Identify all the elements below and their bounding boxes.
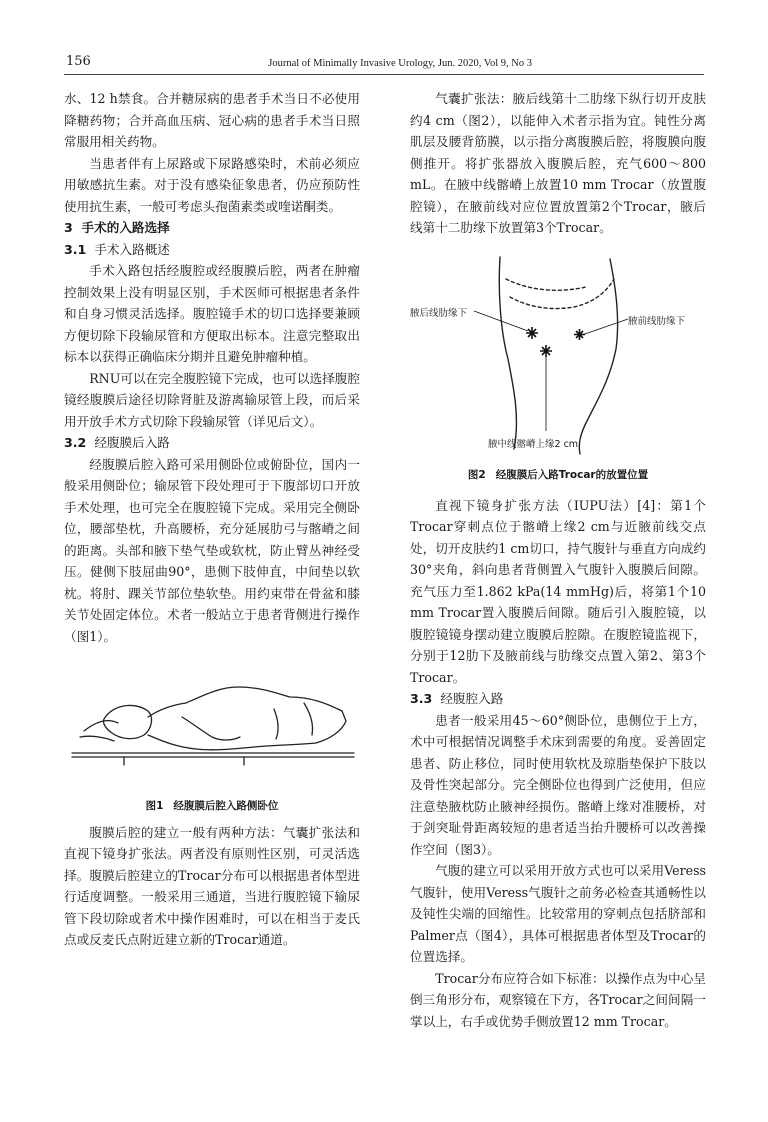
section-title: 手术的入路选择: [81, 220, 170, 235]
section-number: 3: [64, 220, 73, 235]
subsection-heading: [64, 239, 360, 261]
figure-number: 图1: [145, 799, 164, 812]
paragraph: RNU可以在完全腹腔镜下完成，也可以选择腹腔镜经腹膜后途径切除肾脏及游离输尿管上段，而后采用开放手术方式切除下段输尿管（详见后文）。: [64, 370, 360, 429]
subsection-heading: [410, 688, 706, 710]
left-column: [64, 88, 360, 951]
subsection-title: 手术入路概述: [94, 241, 170, 257]
section-heading: [64, 217, 360, 239]
paragraph: 患者一般采用45～60°侧卧位，患侧位于上方，术中可根据情况调整手术床到需要的角度。妥善固定患者、防止移位，同时使用软枕及琼脂垫保护下肢以及骨性突起部分。完全侧卧位也得到广泛使用，但应注意垫腋枕防止腋神经损伤。髂嵴上缘对准腰桥，对于剑突耻骨距离较短的患者适当抬升腰桥可以改善操作空间（图3）。: [410, 712, 706, 857]
paragraph: 腹膜后腔的建立一般有两种方法：气囊扩张法和直视下镜身扩张法。两者没有原则性区别，可灵活选择。腹膜后腔建立的Trocar分布可以根据患者体型进行适度调整。一般采用三通道，当进行腹腔镜下输尿管下段切除或者术中操作困难时，可以在相当于麦氏点或反麦氏点附近建立新的Trocar通道。: [64, 824, 360, 947]
figure-2: [410, 249, 706, 487]
subsection-title: 经腹膜后入路: [94, 435, 170, 450]
right-column: [410, 88, 706, 1032]
header-rule: [64, 74, 704, 75]
paragraph: 经腹膜后腔入路可采用侧卧位或俯卧位，国内一般采用侧卧位；输尿管下段处理可于下腹部切口开放手术处理，也可完全在腹腔镜下完成。采用完全侧卧位，腰部垫枕，升高腰桥，充分延展肋弓与髂嵴之间的距离。头部和腋下垫气垫或软枕，防止臂丛神经受压。健侧下肢屈曲90°，患侧下肢伸直，中间垫以软枕。将肘、踝关节部位垫软垫。用约束带在骨盆和膝关节处固定体位。术者一般站立于患者背侧进行操作（图1）。: [64, 456, 360, 644]
trocar-placement-illustration: [410, 249, 706, 459]
subsection-number: 3.3: [410, 691, 433, 706]
paragraph: 气腹的建立可以采用开放方式也可以采用Veress气腹针，使用Veress气腹针之前务必检查其通畅性以及钝性尖端的回缩性。比较常用的穿刺点包括脐部和Palmer点（图4），具体可根据患者体型及Trocar的位置选择。: [410, 863, 706, 964]
label-anterior-axillary: 腋前线肋缘下: [628, 315, 686, 327]
paragraph: 水、12 h禁食。合并糖尿病的患者手术当日不必使用降糖药物；合并高血压病、冠心病的患者手术当日照常服用相关药物。: [64, 91, 360, 149]
subsection-number: 3.1: [64, 241, 87, 257]
journal-header: Journal of Minimally Invasive Urology, Jun. 2020, Vol 9, No 3: [268, 58, 532, 69]
figure-caption-text: 经腹膜后腔入路侧卧位: [173, 799, 279, 812]
label-mid-axillary: 腋中线髂嵴上缘2 cm: [488, 438, 579, 450]
subsection-heading: [64, 432, 360, 454]
page-number: 156: [66, 54, 91, 69]
figure-caption-text: 经腹膜后入路Trocar的放置位置: [495, 468, 649, 481]
subsection-title: 经腹腔入路: [440, 691, 504, 706]
figure-caption: [410, 467, 706, 483]
paragraph: Trocar分布应符合如下标准：以操作点为中心呈倒三角形分布，观察镜在下方，各Trocar之间间隔一掌以上，右手或优势手侧放置12 mm Trocar。: [410, 970, 706, 1029]
figure-1: [64, 657, 360, 814]
label-posterior-axillary: 腋后线肋缘下: [410, 307, 468, 319]
subsection-number: 3.2: [64, 435, 87, 450]
figure-number: 图2: [467, 468, 486, 481]
lateral-decubitus-illustration: [64, 657, 360, 787]
paragraph: 手术入路包括经腹腔或经腹膜后腔，两者在肿瘤控制效果上没有明显区别，手术医师可根据患者条件和自身习惯灵活选择。腹腔镜手术的切口选择要兼顾方便切除下段输尿管和方便取出标本。注意完整取出标本以获得正确临床分期并且避免肿瘤种植。: [64, 263, 360, 364]
figure-caption: [64, 798, 360, 814]
paragraph: 直视下镜身扩张方法（IUPU法）[4]：第1个Trocar穿刺点位于髂嵴上缘2 cm与近腋前线交点处，切开皮肤约1 cm切口，持气腹针与垂直方向成约30°夹角，斜向患者背侧置入气腹针入腹膜后间隙。充气压力至1.862 kPa(14 mmHg)后，将第1个10 mm Trocar置入腹膜后间隙。随后引入腹腔镜，以腹腔镜镜身摆动建立腹膜后腔隙。在腹腔镜监视下，分别于12肋下及腋前线与肋缘交点置入第2、第3个Trocar。: [410, 497, 706, 685]
paragraph: 当患者伴有上尿路或下尿路感染时，术前必须应用敏感抗生素。对于没有感染征象患者，仍应预防性使用抗生素，一般可考虑头孢菌素类或喹诺酮类。: [64, 155, 360, 214]
paragraph: 气囊扩张法：腋后线第十二肋缘下纵行切开皮肤约4 cm（图2），以能伸入术者示指为宜。钝性分离肌层及腰背筋膜，以示指分离腹膜后腔，将腹膜向腹侧推开。将扩张器放入腹膜后腔，充气600～800 mL。在腋中线髂嵴上放置10 mm Trocar（放置腹腔镜），在腋前线对应位置放置第2个Trocar，腋后线第十二肋缘下放置第3个Trocar。: [410, 91, 706, 235]
